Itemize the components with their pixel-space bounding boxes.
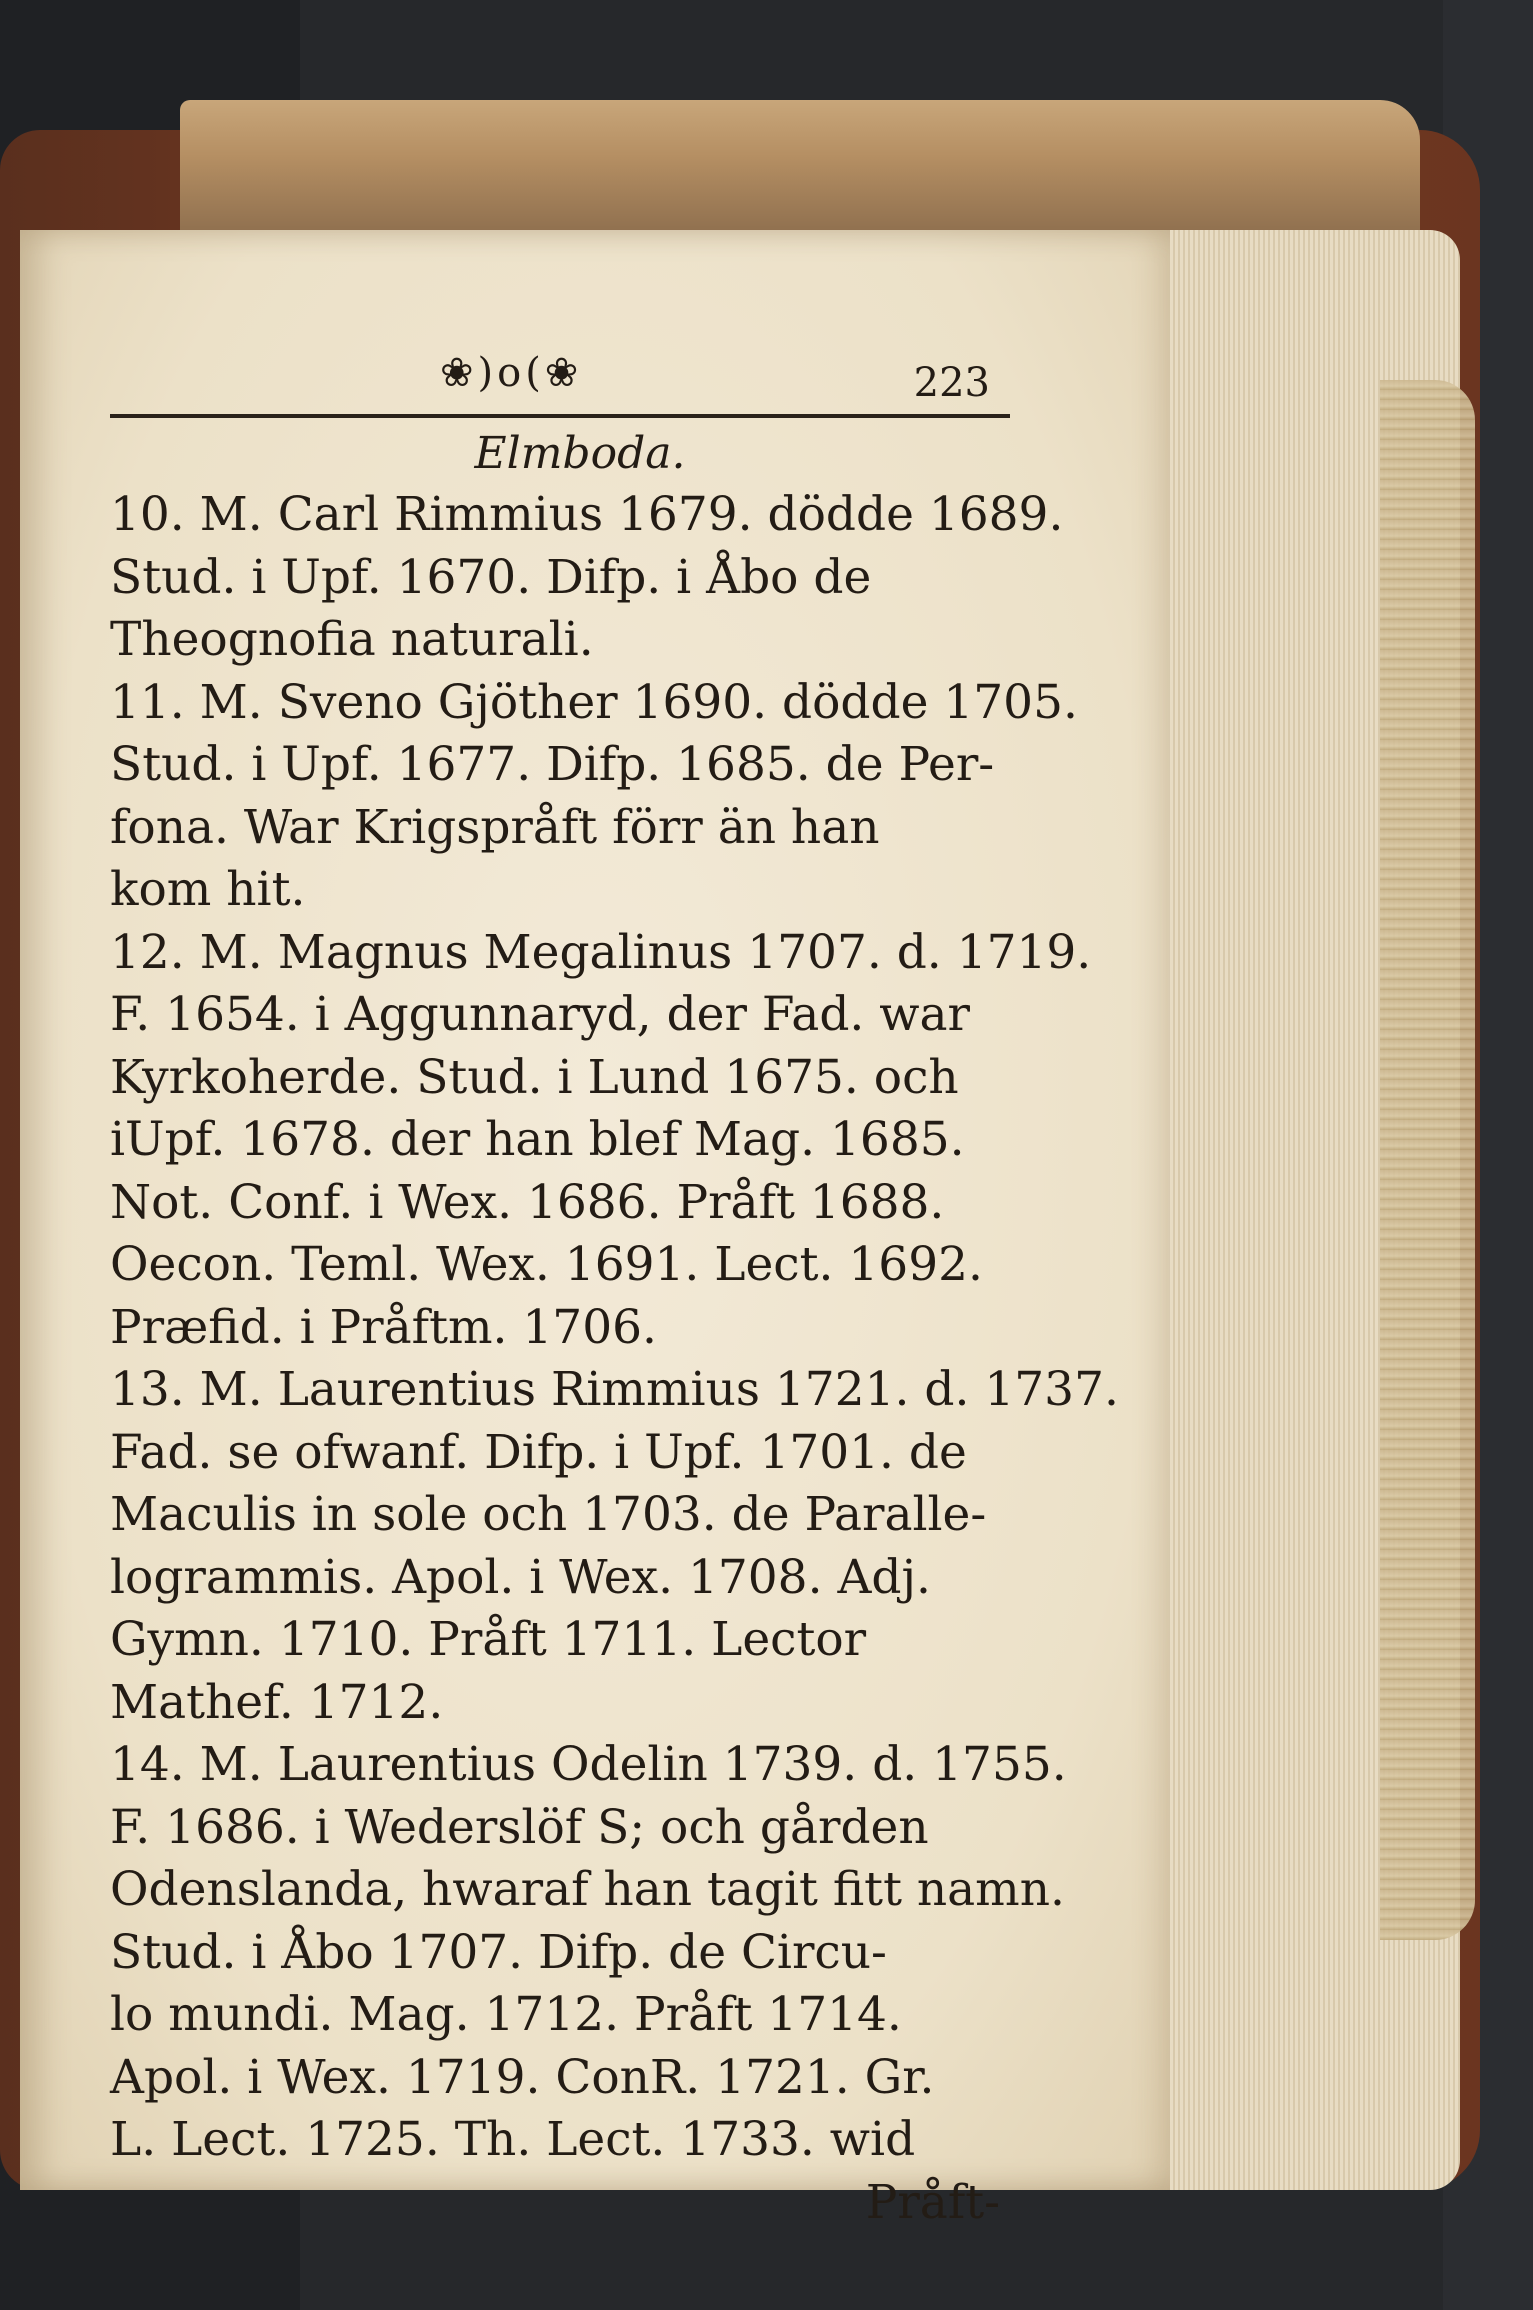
entry-line: L. Lect. 1725. Th. Lect. 1733. wid (110, 2112, 916, 2167)
entry-line: Stud. i Upf. 1670. Difp. i Åbo de (110, 549, 872, 605)
header-ornament: ❀)o(❀ (440, 350, 583, 396)
running-header (110, 350, 1010, 418)
entry (110, 484, 1064, 672)
entry-line: Mathef. 1712. (110, 1674, 444, 1730)
entry-line: lo mundi. Mag. 1712. Pråft 1714. (110, 1987, 902, 2042)
entry-line: fona. War Krigspråft förr än han (110, 799, 880, 855)
book-page (20, 230, 1170, 2230)
entry-line: kom hit. (110, 862, 306, 917)
page-edges (1380, 380, 1475, 1940)
entry (110, 1359, 1119, 1734)
entry-line: Odenslanda, hwaraf han tagit fitt namn. (110, 1862, 1065, 1917)
entry-line: Kyrkoherde. Stud. i Lund 1675. och (110, 1049, 959, 1105)
entry (110, 922, 1092, 1360)
entry-line: Apol. i Wex. 1719. ConR. 1721. Gr. (110, 2049, 935, 2105)
entry-line: 10. M. Carl Rimmius 1679. dödde 1689. (110, 487, 1064, 542)
entry-line: Oecon. Teml. Wex. 1691. Lect. 1692. (110, 1237, 983, 1292)
entry-line: 12. M. Magnus Megalinus 1707. d. 1719. (110, 924, 1092, 980)
entry (110, 1734, 1067, 2172)
entry-line: Gymn. 1710. Pråft 1711. Lector (110, 1612, 867, 1667)
entry-line: F. 1686. i Wederslöf S; och gården (110, 1799, 929, 1855)
section-title: Elmboda. (474, 428, 686, 479)
entry (110, 672, 1078, 922)
entry-line: Præfid. i Pråftm. 1706. (110, 1299, 657, 1355)
entry-line: Theognofia naturali. (110, 612, 594, 667)
catchword: Pråft- (865, 2174, 1000, 2230)
entry-line: 11. M. Sveno Gjöther 1690. dödde 1705. (110, 674, 1078, 730)
entry-line: logrammis. Apol. i Wex. 1708. Adj. (110, 1549, 931, 1605)
book-top-edge (180, 100, 1420, 240)
entry-line: iUpf. 1678. der han blef Mag. 1685. (110, 1112, 965, 1167)
entry-line: Fad. se ofwanf. Difp. i Upf. 1701. de (110, 1424, 967, 1480)
entry-line: Not. Conf. i Wex. 1686. Pråft 1688. (110, 1174, 945, 1230)
entry-line: F. 1654. i Aggunnaryd, der Fad. war (110, 987, 970, 1042)
text-block (110, 350, 1119, 2234)
entry-line: Stud. i Upf. 1677. Difp. 1685. de Per- (110, 737, 995, 792)
entry-line: 14. M. Laurentius Odelin 1739. d. 1755. (110, 1737, 1067, 1792)
page-number: 223 (913, 360, 990, 406)
entry-line: 13. M. Laurentius Rimmius 1721. d. 1737. (110, 1362, 1119, 1417)
entry-line: Maculis in sole och 1703. de Paralle- (110, 1487, 987, 1542)
entry-line: Stud. i Åbo 1707. Difp. de Circu- (110, 1924, 887, 1980)
